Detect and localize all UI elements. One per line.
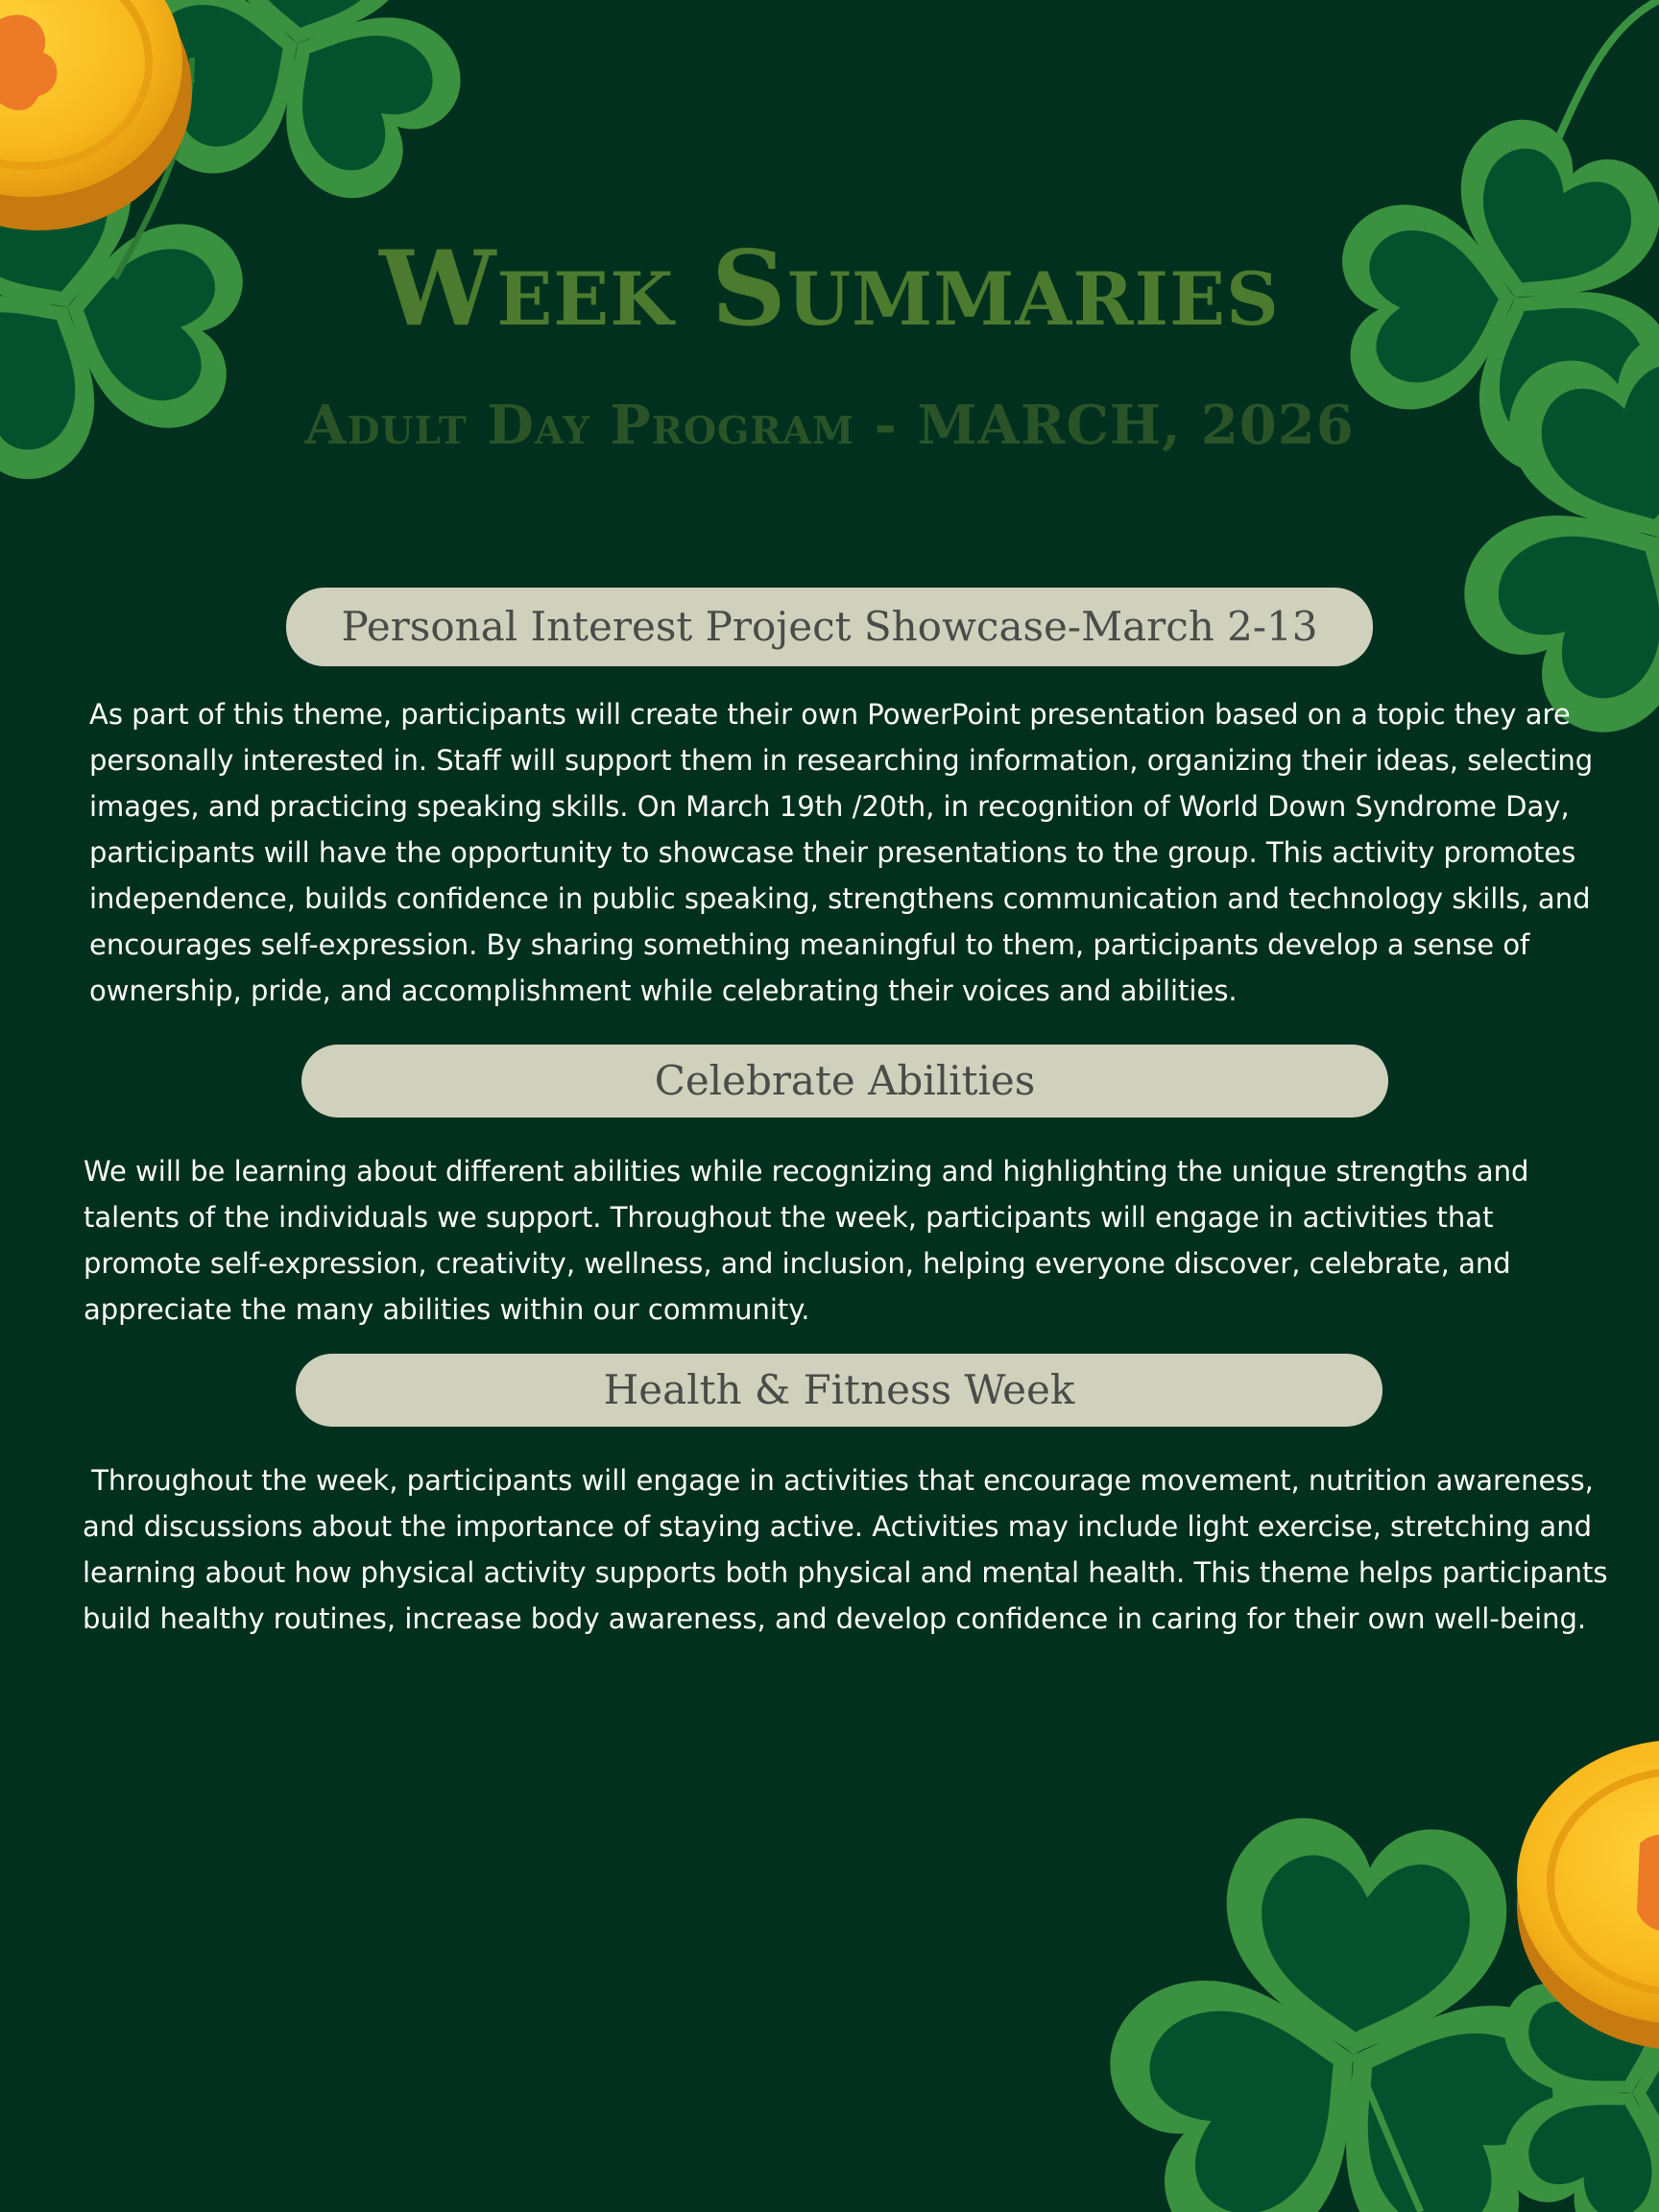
section-heading-text: Celebrate Abilities (654, 1057, 1036, 1104)
section-heading-personal-interest (286, 588, 1373, 666)
bottom-right-decoration (1114, 1690, 1659, 2212)
section-heading-health-fitness (296, 1354, 1382, 1427)
page-title: Week Summaries (379, 228, 1280, 349)
section-body-celebrate-abilities: We will be learning about different abilities while recognizing and highlighting the unique strengths and talents of the individuals we support. Throughout the week, participants will engage in activities that promote self-expression, creativity, wellness, and inclusion, helping everyone discover, celebrate, and appreciate the many abilities within our community. (84, 1155, 1529, 1326)
gold-coin-icon (0, 0, 192, 230)
page-subtitle: Adult Day Program - MARCH, 2026 (304, 394, 1355, 457)
section-body-health-fitness: Throughout the week, participants will engage in activities that encourage movement, nutrition awareness, and discussions about the importance of staying active. Activities may include light exercise, stretching and learning about how physical activity supports both physical and mental health. This theme helps participants build healthy routines, increase body awareness, and develop confidence in caring for their own well-being. (83, 1464, 1617, 1635)
section-heading-text: Personal Interest Project Showcase-March 2-13 (341, 603, 1318, 650)
section-heading-celebrate-abilities (301, 1045, 1388, 1118)
section-body-personal-interest: As part of this theme, participants will create their own PowerPoint presentation based on a topic they are personally interested in. Staff will support them in researching information, organizing their ideas, selecting images, and practicing speaking skills. On March 19th /20th, in recognition of World Down Syndrome Day, participants will have the opportunity to showcase their presentations to the group. This activity promotes independence, builds confidence in public speaking, strengthens communication and technology skills, and encourages self-expression. By sharing something meaningful to them, participants develop a sense of ownership, pride, and accomplishment while celebrating their voices and abilities. (89, 698, 1594, 1007)
section-heading-text: Health & Fitness Week (603, 1366, 1075, 1413)
